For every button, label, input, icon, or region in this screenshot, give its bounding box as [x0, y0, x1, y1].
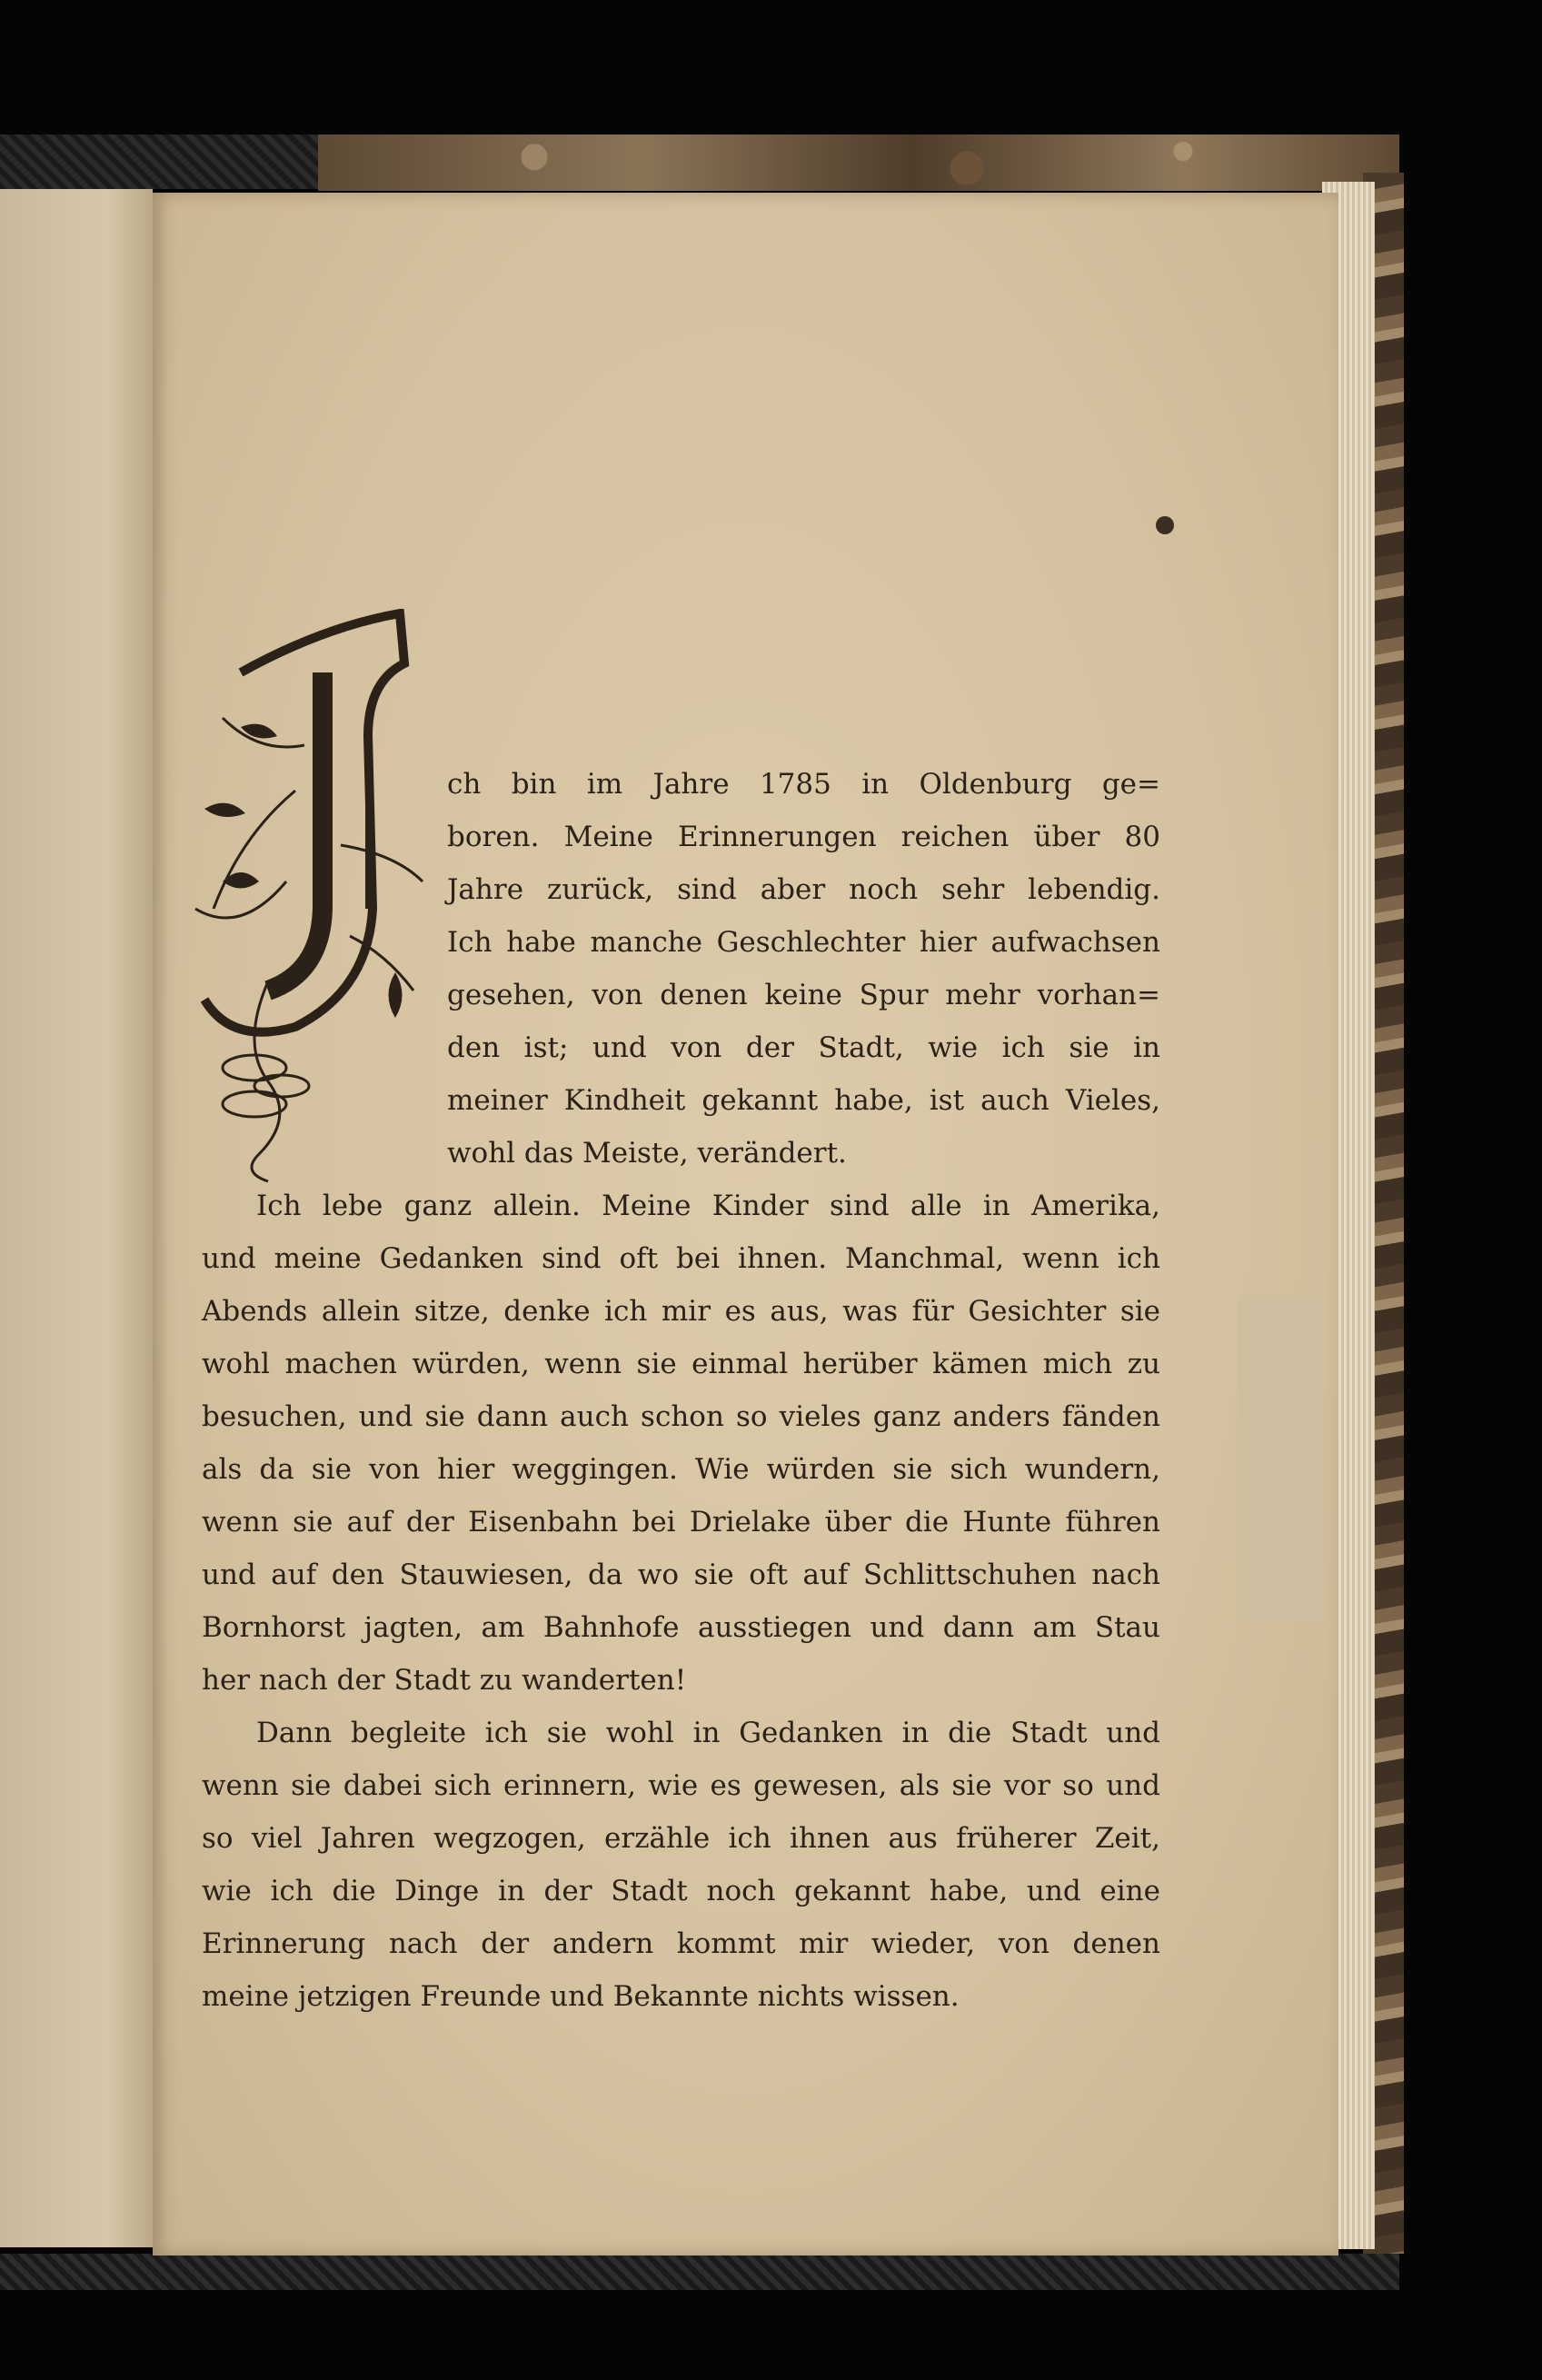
- text-line: den ist; und von der Stadt, wie ich sie in: [447, 1031, 1160, 1064]
- text-line: boren. Meine Erinnerungen reichen über 80: [447, 821, 1160, 853]
- text-line: Dann begleite ich sie wohl in Gedanken in die Stadt und: [256, 1717, 1160, 1749]
- text-line: Abends allein sitze, denke ich mir es aus, was für Gesichter sie: [202, 1295, 1160, 1328]
- text-line: wenn sie auf der Eisenbahn bei Drielake über die Hunte führen: [202, 1506, 1160, 1539]
- text-line: und meine Gedanken sind oft bei ihnen. Manchmal, wenn ich: [202, 1242, 1160, 1275]
- marbled-board-top: [318, 134, 1399, 191]
- text-line: meiner Kindheit gekannt habe, ist auch Vieles,: [447, 1084, 1160, 1117]
- text-line: meine jetzigen Freunde und Bekannte nichts wissen.: [202, 1980, 960, 2013]
- book-cover-bottom: [0, 2254, 1399, 2290]
- text-line: wie ich die Dinge in der Stadt noch gekannt habe, und eine: [202, 1875, 1160, 1907]
- text-line: besuchen, und sie dann auch schon so vieles ganz anders fänden: [202, 1400, 1160, 1433]
- text-line: Erinnerung nach der andern kommt mir wieder, von denen: [202, 1927, 1160, 1960]
- text-line: Jahre zurück, sind aber noch sehr lebendig.: [447, 873, 1160, 906]
- text-line: Ich habe manche Geschlechter hier aufwachsen: [447, 926, 1160, 959]
- text-line: wenn sie dabei sich erinnern, wie es gewesen, als sie vor so und: [202, 1769, 1160, 1802]
- paper-stain: [1238, 1295, 1324, 1622]
- text-line: wohl das Meiste, verändert.: [447, 1137, 847, 1170]
- text-line: her nach der Stadt zu wanderten!: [202, 1664, 687, 1697]
- text-line: gesehen, von denen keine Spur mehr vorhan=: [447, 979, 1160, 1011]
- text-line: so viel Jahren wegzogen, erzähle ich ihnen aus früherer Zeit,: [202, 1822, 1160, 1855]
- text-line: Bornhorst jagten, am Bahnhofe ausstiegen und dann am Stau: [202, 1611, 1160, 1644]
- text-line: Ich lebe ganz allein. Meine Kinder sind alle in Amerika,: [256, 1190, 1160, 1222]
- text-line: und auf den Stauwiesen, da wo sie oft auf Schlittschuhen nach: [202, 1558, 1160, 1591]
- text-line: ch bin im Jahre 1785 in Oldenburg ge=: [447, 768, 1160, 801]
- text-line: wohl machen würden, wenn sie einmal herüber kämen mich zu: [202, 1348, 1160, 1380]
- paper-hole: [1156, 516, 1174, 534]
- ornamental-dropcap-j: [186, 609, 432, 1190]
- facing-page-edge: [0, 189, 153, 2247]
- text-line: als da sie von hier weggingen. Wie würden sie sich wundern,: [202, 1453, 1160, 1486]
